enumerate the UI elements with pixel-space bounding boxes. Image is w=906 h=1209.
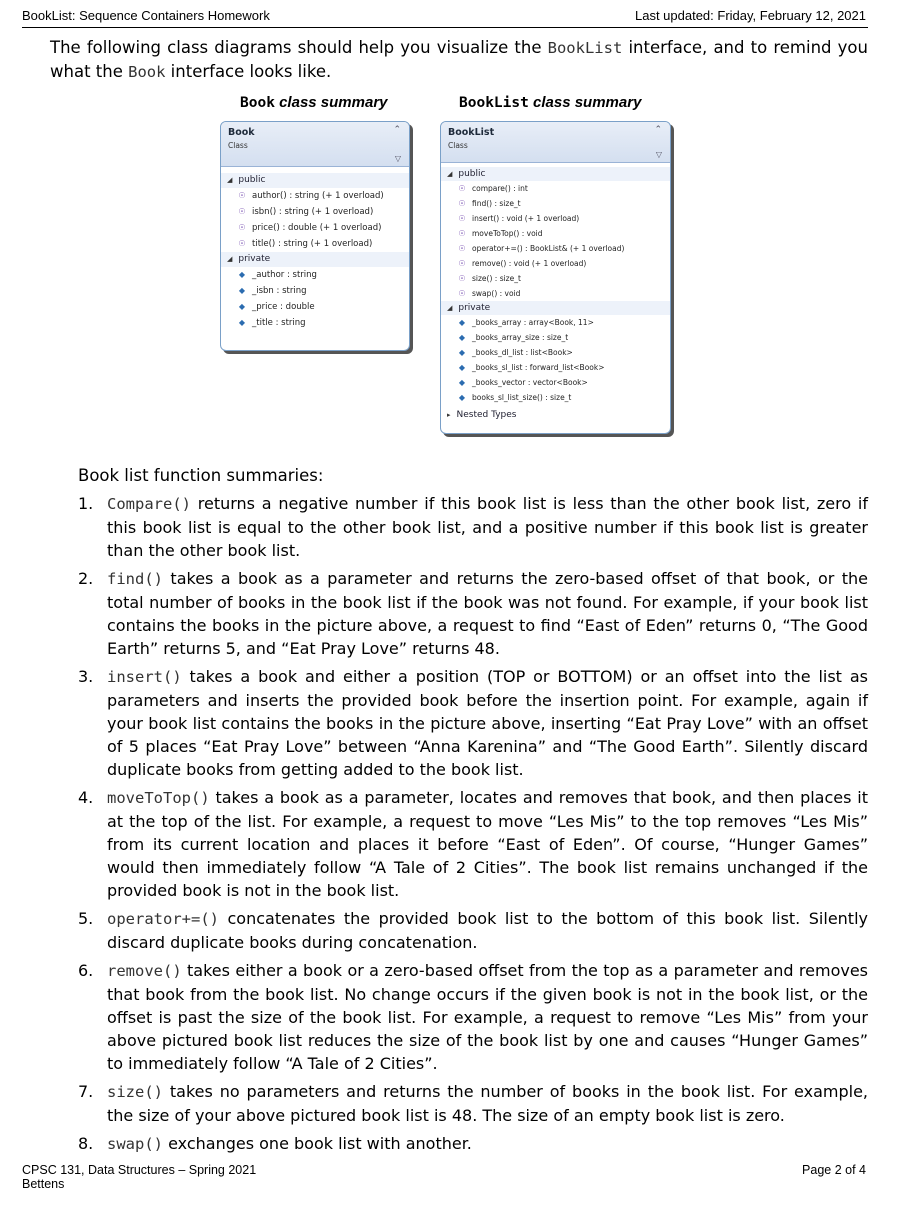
header-title: BookList: Sequence Containers Homework (22, 8, 270, 23)
member-label: swap() : void (472, 289, 521, 298)
item-function-name: Compare() (107, 495, 191, 513)
item-description: takes no parameters and returns the number of books in the book list. For example, the size of your above pictured book list is 48. The size of an empty book list is zero. (107, 1082, 868, 1125)
member-label: remove() : void (+ 1 overload) (472, 259, 587, 268)
member-field-row[interactable] (441, 315, 670, 330)
field-icon: ◆ (458, 378, 466, 387)
member-label: _price : double (252, 302, 315, 312)
member-method-row[interactable] (221, 220, 409, 236)
method-icon: ☉ (238, 207, 246, 216)
member-method-row[interactable] (221, 236, 409, 252)
collapse-chevron-icon[interactable]: ⌃ (654, 125, 662, 135)
booklist-diagram-title: BookList (448, 127, 495, 138)
item-description: takes a book as a parameter, locates and removes that book, and then places it at the top of the list. For example, a request to move “Les Mis” to the top removes “Les Mis” from its current location and places it before “East of Eden”. Of course, “Hunger Games” would then immediately follow “A Tale of 2 Cities”. The book list remains unchanged if the provided book is not in the book list. (107, 788, 868, 900)
booklist-public-members (441, 181, 670, 301)
header-date: Last updated: Friday, February 12, 2021 (634, 8, 866, 23)
member-label: books_sl_list_size() : size_t (472, 393, 572, 402)
member-label: operator+=() : BookList& (+ 1 overload) (472, 244, 625, 253)
member-method-row[interactable] (441, 211, 670, 226)
expand-triangle-icon: ◢ (227, 176, 233, 184)
summary-item (78, 665, 868, 781)
booklist-diagram-header (441, 122, 670, 163)
item-number: 5. (78, 909, 94, 928)
field-icon: ◆ (238, 318, 246, 327)
member-field-row[interactable] (221, 267, 409, 283)
member-label: _isbn : string (252, 286, 307, 296)
expand-triangle-icon: ◢ (447, 170, 453, 178)
member-method-row[interactable] (441, 241, 670, 256)
expand-triangle-icon: ◢ (227, 255, 233, 263)
intro-paragraph (50, 36, 868, 84)
book-class-diagram (220, 121, 410, 351)
member-method-row[interactable] (441, 271, 670, 286)
summary-item (78, 1080, 868, 1127)
book-public-section[interactable]: ◢ public (221, 173, 409, 188)
member-label: insert() : void (+ 1 overload) (472, 214, 580, 223)
method-icon: ☉ (458, 199, 466, 208)
item-number: 2. (78, 569, 94, 588)
member-label: _books_sl_list : forward_list<Book> (472, 363, 605, 372)
field-icon: ◆ (238, 302, 246, 311)
field-icon: ◆ (458, 333, 466, 342)
summaries-title: Book list function summaries: (78, 466, 324, 485)
intro-text-2: interface, and to remind you what the (50, 38, 868, 81)
collapse-chevron-icon[interactable]: ⌃ (393, 125, 401, 135)
item-number: 8. (78, 1134, 94, 1153)
member-field-row[interactable] (441, 390, 670, 405)
member-label: _books_array_size : size_t (472, 333, 569, 342)
method-icon: ☉ (458, 214, 466, 223)
item-function-name: operator+=() (107, 910, 219, 928)
method-icon: ☉ (238, 239, 246, 248)
booklist-class-diagram (440, 121, 671, 434)
field-icon: ◆ (458, 363, 466, 372)
intro-text-1: The following class diagrams should help you visualize the (50, 38, 548, 57)
member-method-row[interactable] (221, 188, 409, 204)
footer-page: Page 2 of 4 (802, 1163, 866, 1177)
member-label: price() : double (+ 1 overload) (252, 223, 382, 233)
member-label: find() : size_t (472, 199, 521, 208)
method-icon: ☉ (458, 184, 466, 193)
item-description: concatenates the provided book list to the bottom of this book list. Silently discard duplicate books during concatenation. (107, 909, 868, 952)
booklist-public-section[interactable]: ◢ public (441, 167, 670, 181)
book-public-members (221, 188, 409, 252)
item-description: takes a book as a parameter and returns the zero-based offset of that book, or the total number of books in the book list if the book was not found. For example, if your book list contains the books in the picture above, a request to find “East of Eden” returns 0, “The Good Earth” returns 5, and “Eat Pray Love” returns 48. (107, 569, 868, 658)
item-number: 1. (78, 494, 94, 513)
member-method-row[interactable] (441, 181, 670, 196)
member-label: _books_dl_list : list<Book> (472, 348, 573, 357)
member-method-row[interactable] (441, 256, 670, 271)
method-icon: ☉ (458, 244, 466, 253)
item-function-name: remove() (107, 962, 182, 980)
member-field-row[interactable] (441, 375, 670, 390)
member-method-row[interactable] (441, 286, 670, 301)
member-label: moveToTop() : void (472, 229, 543, 238)
expand-triangle-icon: ◢ (447, 304, 453, 312)
item-number: 7. (78, 1082, 94, 1101)
item-function-name: moveToTop() (107, 789, 210, 807)
header-rule (22, 27, 868, 28)
field-icon: ◆ (238, 286, 246, 295)
item-number: 4. (78, 788, 94, 807)
item-description: takes a book and either a position (TOP or BOTTOM) or an offset into the list as parameters and inserts the provided book before the insertion point. For example, again if your book list contains the books in the picture above, inserting “Eat Pray Love” with an offset of 5 places “Eat Pray Love” between “Anna Karenina” and “The Good Earth”. Silently discard duplicate books from getting added to the book list. (107, 667, 868, 779)
method-icon: ☉ (458, 229, 466, 238)
book-private-members (221, 267, 409, 331)
item-function-name: insert() (107, 668, 182, 686)
nested-types-section[interactable]: ▸ Nested Types (441, 408, 670, 423)
member-field-row[interactable] (441, 330, 670, 345)
field-icon: ◆ (458, 318, 466, 327)
footer-course: CPSC 131, Data Structures – Spring 2021 (22, 1163, 257, 1177)
book-private-section[interactable]: ◢ private (221, 252, 409, 267)
method-icon: ☉ (238, 223, 246, 232)
intro-code-book: Book (128, 63, 166, 81)
item-function-name: swap() (107, 1135, 163, 1153)
filter-icon[interactable]: ▽ (655, 150, 662, 159)
item-function-name: size() (107, 1083, 163, 1101)
member-label: isbn() : string (+ 1 overload) (252, 207, 374, 217)
method-icon: ☉ (238, 191, 246, 200)
field-icon: ◆ (238, 270, 246, 279)
summary-item (78, 492, 868, 562)
summary-item (78, 1132, 868, 1156)
item-description: exchanges one book list with another. (163, 1134, 472, 1153)
item-function-name: find() (107, 570, 163, 588)
booklist-private-members (441, 315, 670, 405)
book-diagram-header (221, 122, 409, 167)
member-label: title() : string (+ 1 overload) (252, 239, 373, 249)
book-caption: Book class summary (240, 94, 388, 111)
item-description: takes either a book or a zero-based offset from the top as a parameter and removes that book from the book list. No change occurs if the given book is not in the book list, or the offset is past the size of the book list. For example, a request to remove “Les Mis” from your above pictured book list reduces the size of the book list by one and causes “Hunger Games” to immediately follow “A Tale of 2 Cities”. (107, 961, 868, 1073)
member-label: compare() : int (472, 184, 528, 193)
filter-icon[interactable]: ▽ (394, 154, 401, 163)
summary-item (78, 786, 868, 902)
function-summary-list (78, 492, 868, 1161)
member-method-row[interactable] (221, 204, 409, 220)
member-label: _title : string (252, 318, 306, 328)
item-number: 6. (78, 961, 94, 980)
summary-item (78, 959, 868, 1075)
summary-item (78, 907, 868, 954)
member-field-row[interactable] (441, 345, 670, 360)
booklist-private-section[interactable]: ◢ private (441, 301, 670, 315)
member-field-row[interactable] (221, 299, 409, 315)
book-diagram-kind: Class (228, 141, 248, 150)
member-label: size() : size_t (472, 274, 521, 283)
booklist-diagram-kind: Class (448, 141, 468, 150)
member-label: _author : string (252, 270, 317, 280)
field-icon: ◆ (458, 348, 466, 357)
member-field-row[interactable] (221, 315, 409, 331)
method-icon: ☉ (458, 289, 466, 298)
item-number: 3. (78, 667, 94, 686)
booklist-caption: BookList class summary (459, 94, 642, 111)
member-label: _books_vector : vector<Book> (472, 378, 588, 387)
collapsed-triangle-icon: ▸ (447, 411, 451, 419)
field-icon: ◆ (458, 393, 466, 402)
method-icon: ☉ (458, 259, 466, 268)
footer-author: Bettens (22, 1177, 65, 1191)
member-label: author() : string (+ 1 overload) (252, 191, 384, 201)
member-label: _books_array : array<Book, 11> (472, 318, 594, 327)
method-icon: ☉ (458, 274, 466, 283)
member-method-row[interactable] (441, 196, 670, 211)
member-field-row[interactable] (441, 360, 670, 375)
intro-code-booklist: BookList (547, 39, 623, 57)
member-field-row[interactable] (221, 283, 409, 299)
item-description: returns a negative number if this book list is less than the other book list, zero if this book list is equal to the other book list, and a positive number if this book list is greater than the other book list. (107, 494, 868, 560)
intro-text-3: interface looks like. (165, 62, 332, 81)
book-diagram-title: Book (228, 127, 255, 138)
summary-item (78, 567, 868, 660)
member-method-row[interactable] (441, 226, 670, 241)
